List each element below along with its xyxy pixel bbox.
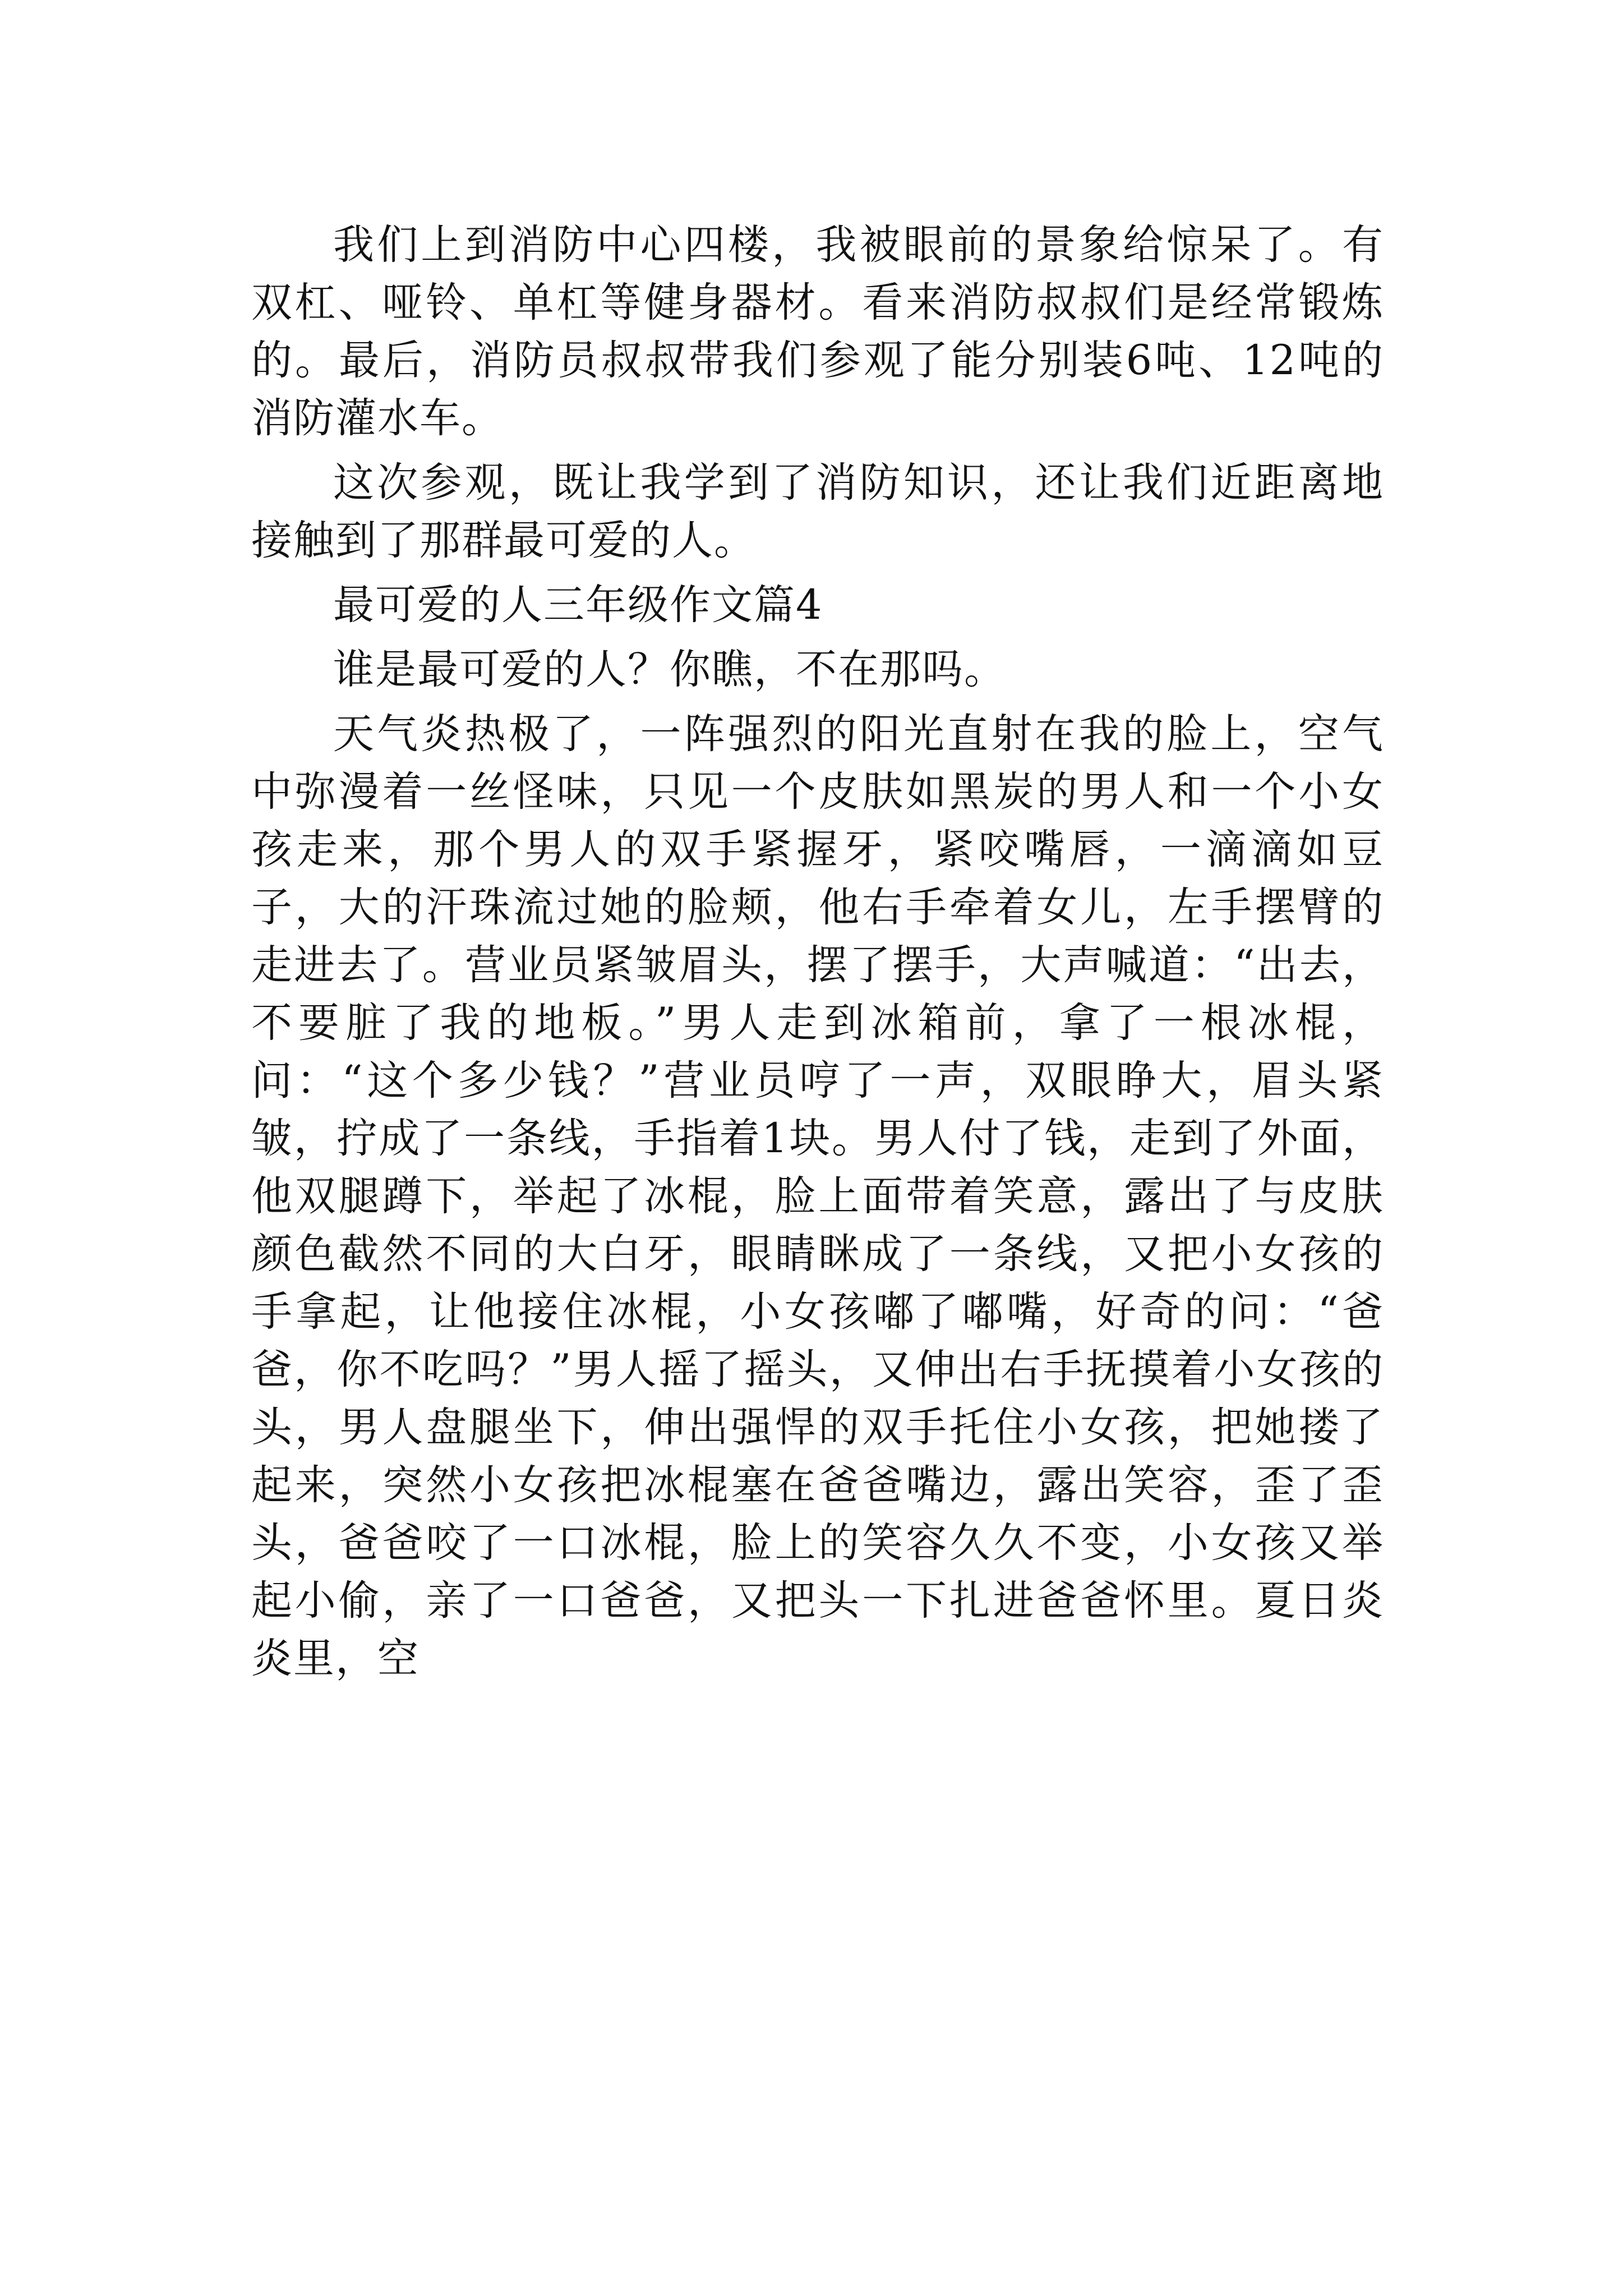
essay-heading: 最可爱的人三年级作文篇4	[333, 581, 823, 629]
paragraph-fire-station-visit: 我们上到消防中心四楼，我被眼前的景象给惊呆了。有双杠、哑铃、单杠等健身器材。看来消防叔叔们是经常锻炼的。最后，消防员叔叔带我们参观了能分别装6吨、12吨的消防灌水车。	[251, 221, 1384, 442]
paragraph-conclusion: 这次参观，既让我学到了消防知识，还让我们近距离地接触到了那群最可爱的人。	[251, 459, 1384, 564]
document-body	[251, 216, 1384, 1694]
paragraph-story: 天气炎热极了，一阵强烈的阳光直射在我的脸上，空气中弥漫着一丝怪味，只见一个皮肤如黑炭的男人和一个小女孩走来，那个男人的双手紧握牙，紧咬嘴唇，一滴滴如豆子，大的汗珠流过她的脸颊，他右手牵着女儿，左手摆臂的走进去了。营业员紧皱眉头，摆了摆手，大声喊道：“出去，不要脏了我的地板。”男人走到冰箱前，拿了一根冰棍，问：“这个多少钱？”营业员哼了一声，双眼睁大，眉头紧皱，拧成了一条线，手指着1块。男人付了钱，走到了外面，他双腿蹲下，举起了冰棍，脸上面带着笑意，露出了与皮肤颜色截然不同的大白牙，眼睛眯成了一条线，又把小女孩的手拿起，让他接住冰棍，小女孩嘟了嘟嘴，好奇的问：“爸爸，你不吃吗？”男人摇了摇头，又伸出右手抚摸着小女孩的头，男人盘腿坐下，伸出强悍的双手托住小女孩，把她搂了起来，突然小女孩把冰棍塞在爸爸嘴边，露出笑容，歪了歪头，爸爸咬了一口冰棍，脸上的笑容久久不变，小女孩又举起小偷，亲了一口爸爸，又把头一下扎进爸爸怀里。夏日炎炎里，空	[251, 710, 1384, 1682]
paragraph-question: 谁是最可爱的人？你瞧，不在那吗。	[333, 646, 1006, 693]
